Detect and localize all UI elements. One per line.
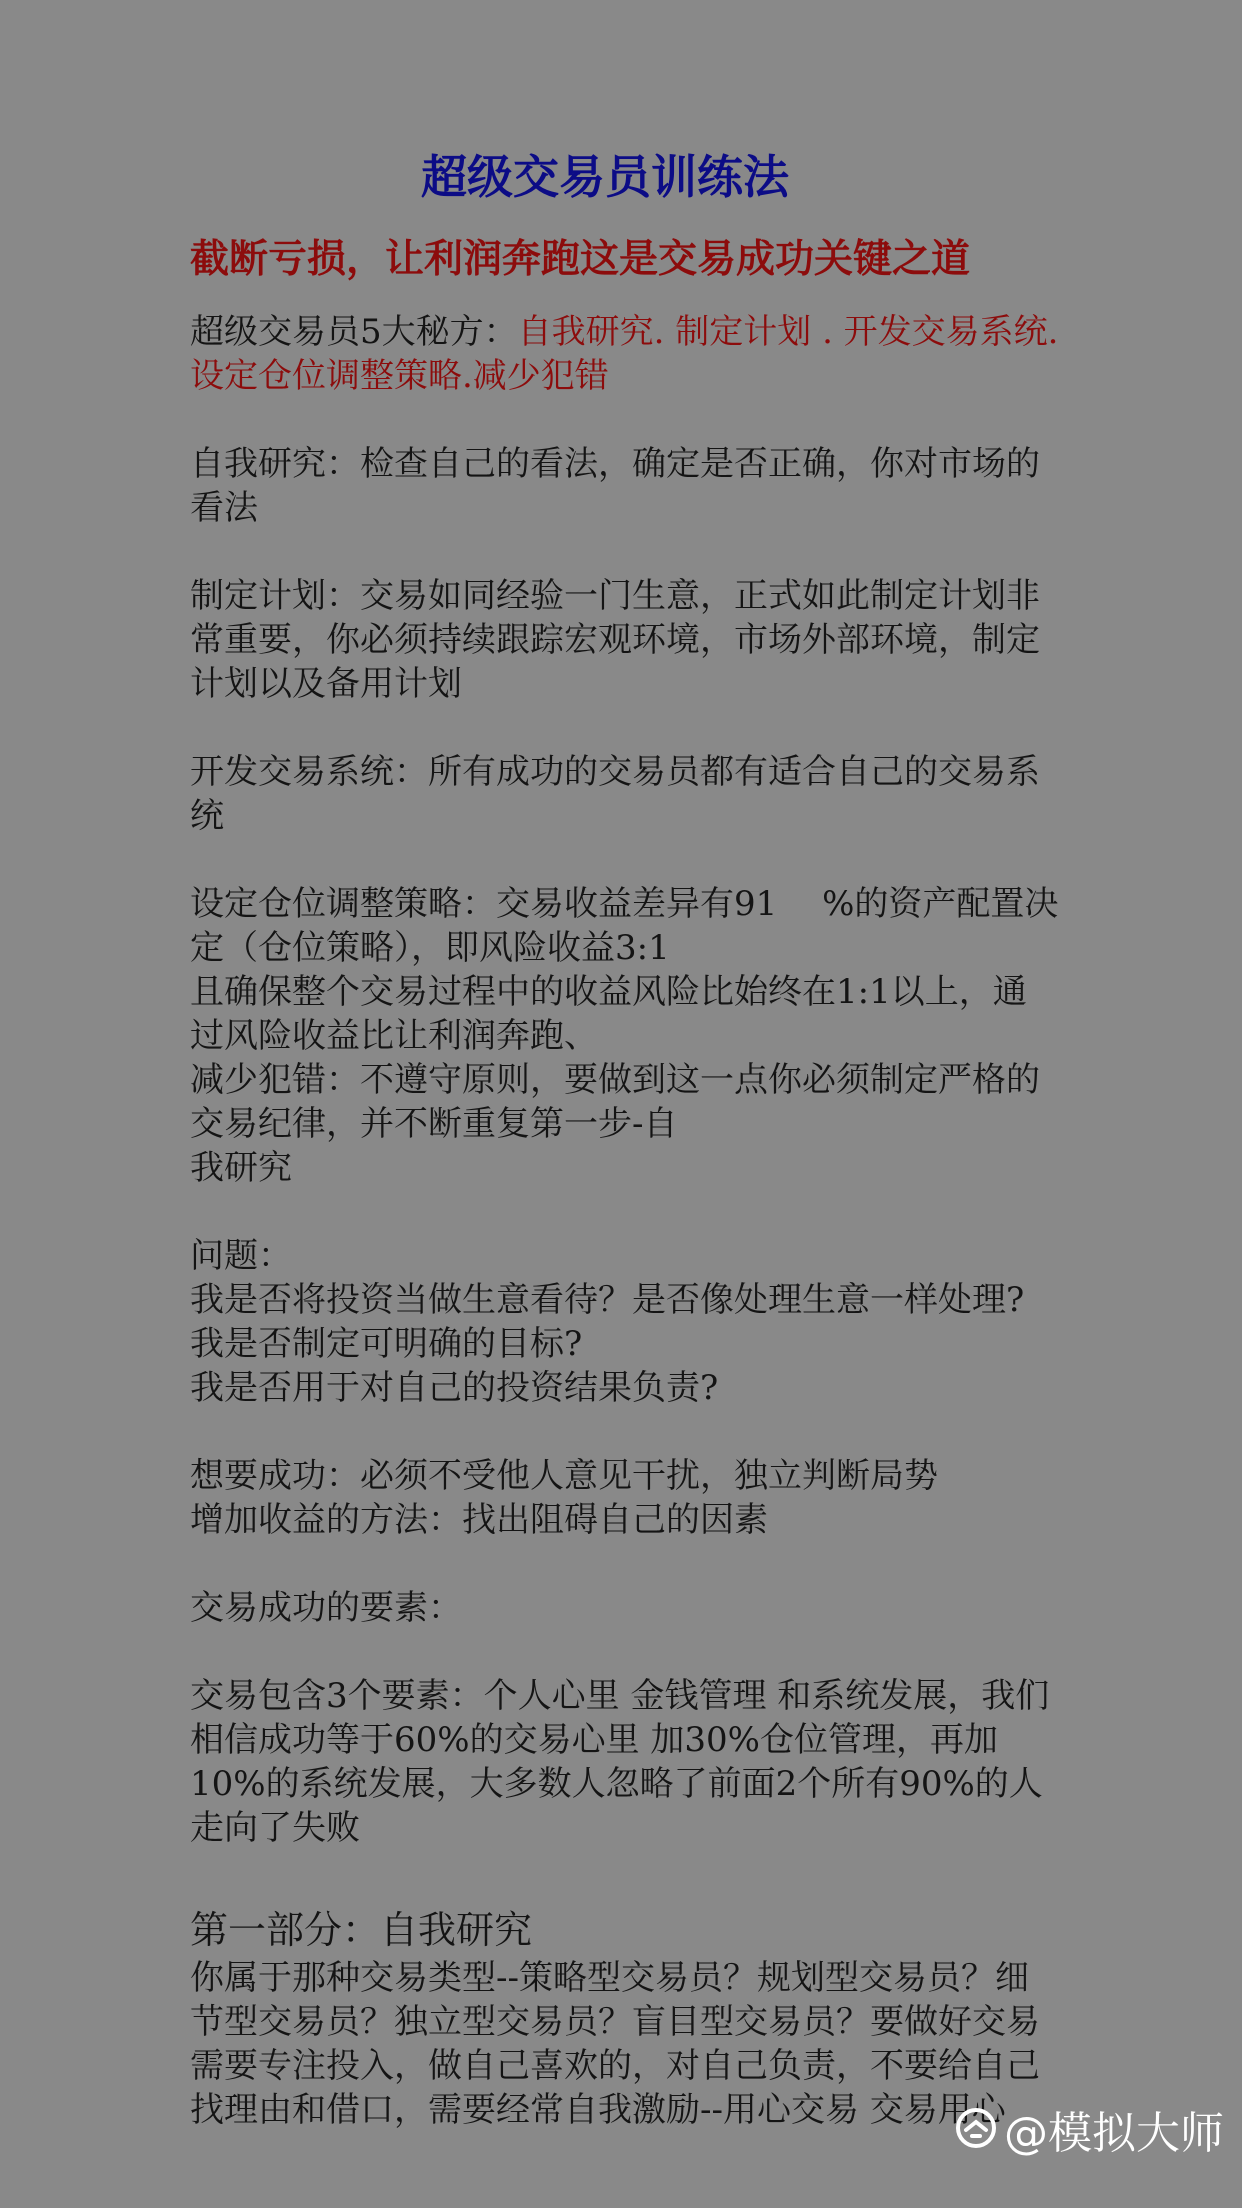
watermark-text: @模拟大师 bbox=[1004, 2108, 1224, 2159]
document-page bbox=[190, 140, 1060, 2132]
document-subtitle: 截断亏损，让利润奔跑这是交易成功关键之道 bbox=[190, 237, 971, 282]
secrets-items: 自我研究. 制定计划 . 开发交易系统. 设定仓位调整策略.减少犯错 bbox=[190, 312, 1059, 396]
question-item: 我是否制定可明确的目标? bbox=[190, 1324, 583, 1364]
questions-label: 问题： bbox=[190, 1236, 292, 1276]
part1-paragraph: 你属于那种交易类型--策略型交易员？规划型交易员？细节型交易员？独立型交易员？盲目型交易员？要做好交易需要专注投入，做自己喜欢的，对自己负责，不要给自己找理由和借口，需要经常自我激励--用心交易 交易用心 bbox=[190, 1958, 1040, 2130]
secrets-label: 超级交易员5大秘方： bbox=[190, 312, 518, 352]
part1-heading: 第一部分：自我研究 bbox=[190, 1908, 533, 1952]
watermark bbox=[954, 2106, 1224, 2162]
question-item: 我是否将投资当做生意看待？是否像处理生意一样处理? bbox=[190, 1280, 1025, 1320]
self-research-paragraph: 自我研究：检查自己的看法，确定是否正确，你对市场的看法 bbox=[190, 444, 1040, 528]
elements-paragraph: 交易包含3个要素：个人心里 金钱管理 和系统发展，我们相信成功等于60%的交易心里 加30%仓位管理，再加10%的系统发展，大多数人忽略了前面2个所有90%的人走向了失败 bbox=[190, 1676, 1050, 1848]
planning-paragraph: 制定计划：交易如同经验一门生意，正式如此制定计划非常重要，你必须持续跟踪宏观环境，市场外部环境，制定计划以及备用计划 bbox=[190, 576, 1040, 704]
position-paragraph-1: 设定仓位调整策略：交易收益差异有91 %的资产配置决定（仓位策略），即风险收益3:1 bbox=[190, 884, 1059, 968]
question-item: 我是否用于对自己的投资结果负责? bbox=[190, 1368, 719, 1408]
reduce-errors-paragraph-2: 我研究 bbox=[190, 1148, 292, 1188]
success-paragraph-2: 增加收益的方法：找出阻碍自己的因素 bbox=[190, 1500, 768, 1540]
system-paragraph: 开发交易系统：所有成功的交易员都有适合自己的交易系统 bbox=[190, 752, 1040, 836]
secrets-paragraph bbox=[190, 310, 1060, 398]
toutiao-logo-icon bbox=[954, 2106, 1004, 2162]
success-paragraph-1: 想要成功：必须不受他人意见干扰，独立判断局势 bbox=[190, 1456, 938, 1496]
position-paragraph-2: 且确保整个交易过程中的收益风险比始终在1:1以上，通过风险收益比让利润奔跑、 bbox=[190, 972, 1027, 1056]
elements-label: 交易成功的要素： bbox=[190, 1588, 462, 1628]
reduce-errors-paragraph-1: 减少犯错：不遵守原则，要做到这一点你必须制定严格的交易纪律，并不断重复第一步-自 bbox=[190, 1060, 1040, 1144]
document-title: 超级交易员训练法 bbox=[421, 150, 789, 204]
